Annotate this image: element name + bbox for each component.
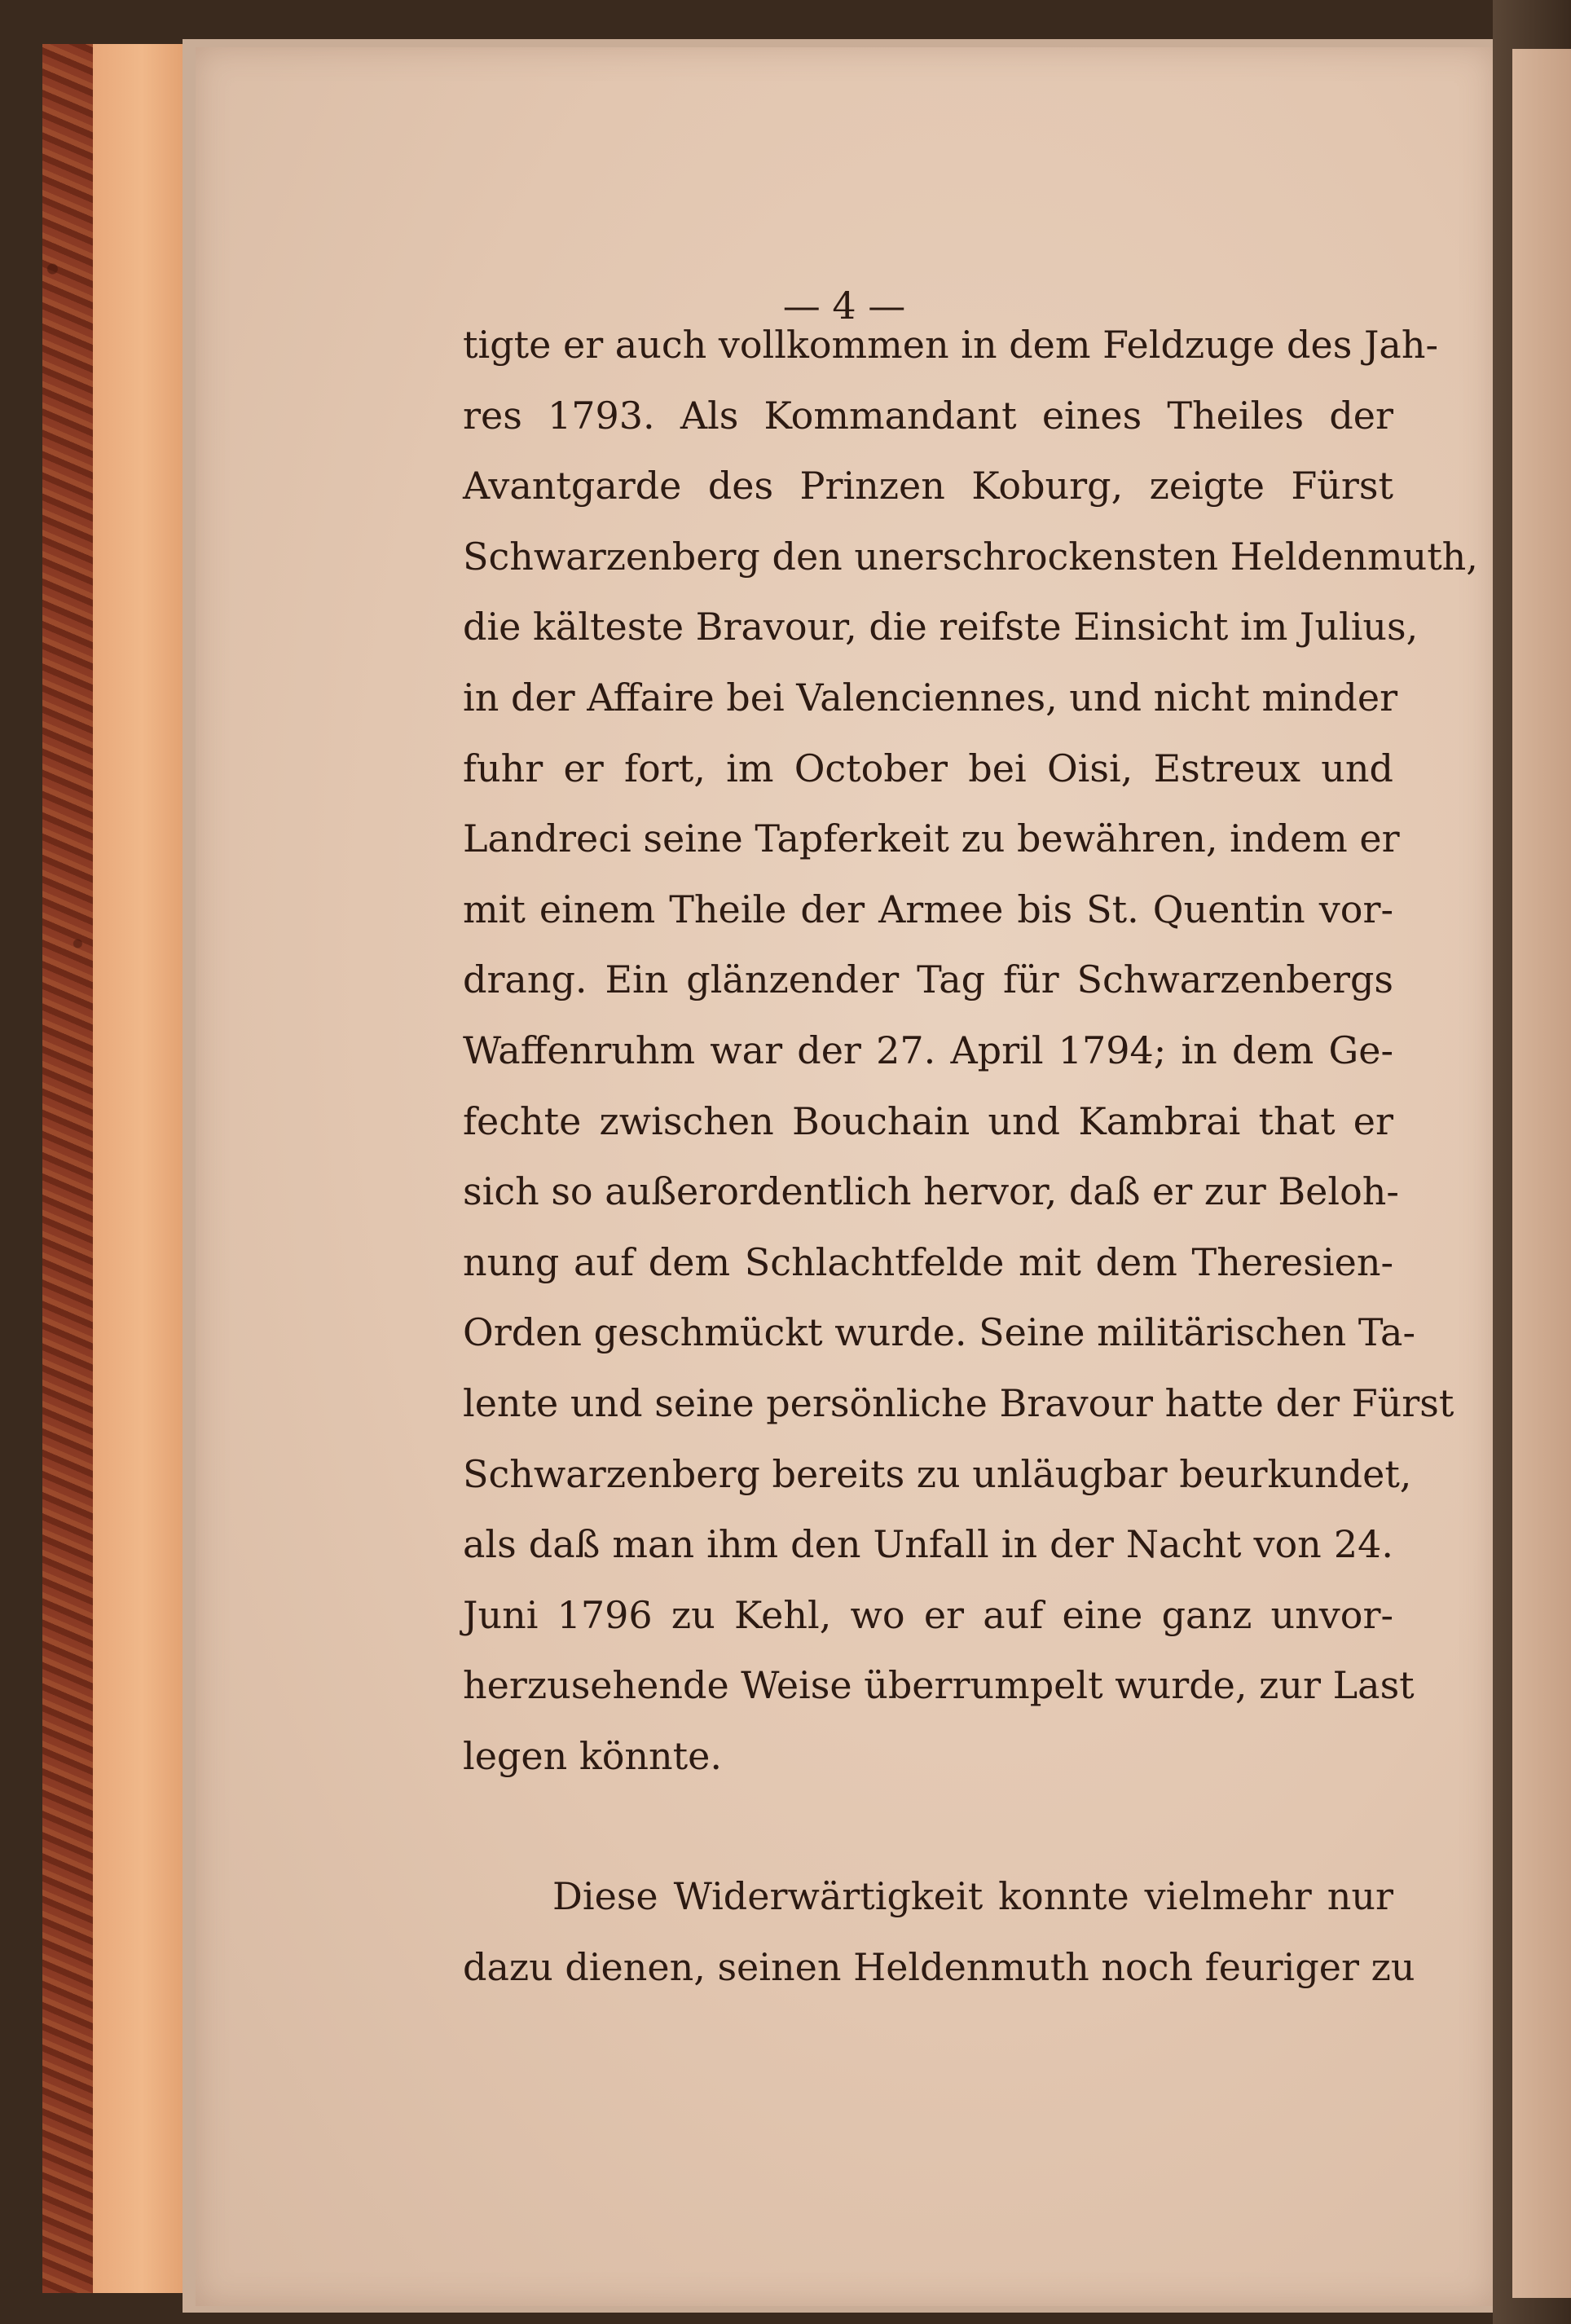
book-binding: [42, 44, 95, 2293]
text-line: dazu dienen, seinen Heldenmuth noch feuriger zu: [463, 1945, 1415, 1990]
text-line: in der Affaire bei Valenciennes, und nicht minder: [463, 675, 1398, 720]
text-line: als daß man ihm den Unfall in der Nacht von 24.: [463, 1522, 1393, 1567]
text-line: mit einem Theile der Armee bis St. Quentin vor-: [463, 887, 1393, 931]
text-line: herzusehende Weise überrumpelt wurde, zur Last: [463, 1663, 1415, 1708]
paragraph-gap: [463, 1791, 1393, 1861]
text-line: Diese Widerwärtigkeit konnte vielmehr nur: [552, 1874, 1393, 1919]
text-line: nung auf dem Schlachtfelde mit dem Theresien-: [463, 1239, 1393, 1284]
endpaper: [93, 44, 183, 2293]
text-line: Avantgarde des Prinzen Koburg, zeigte Fürst: [463, 464, 1393, 508]
text-line: drang. Ein glänzender Tag für Schwarzenbergs: [463, 957, 1393, 1002]
text-line: Waffenruhm war der 27. April 1794; in dem Ge-: [463, 1028, 1393, 1072]
text-line: Schwarzenberg bereits zu unläugbar beurkundet,: [463, 1451, 1412, 1496]
text-line: res 1793. Als Kommandant eines Theiles der: [463, 393, 1393, 438]
text-line: legen könnte.: [463, 1733, 723, 1778]
text-line: Schwarzenberg den unerschrockensten Heldenmuth,: [463, 534, 1478, 579]
text-line: fuhr er fort, im October bei Oisi, Estreux und: [463, 746, 1393, 790]
text-line: tigte er auch vollkommen in dem Feldzuge des Jah-: [463, 323, 1438, 367]
page-text: [463, 310, 1478, 2003]
text-line: Juni 1796 zu Kehl, wo er auf eine ganz unvor-: [463, 1592, 1393, 1637]
text-line: Orden geschmückt wurde. Seine militärischen Ta-: [463, 1310, 1416, 1355]
text-line: lente und seine persönliche Bravour hatte der Fürst: [463, 1380, 1454, 1425]
text-line: sich so außerordentlich hervor, daß er zur Beloh-: [463, 1169, 1399, 1214]
text-line: fechte zwischen Bouchain und Kambrai that er: [463, 1098, 1393, 1143]
next-page-edge: [1512, 49, 1571, 2298]
page-number: — 4 —: [782, 284, 906, 328]
text-line: Landreci seine Tapferkeit zu bewähren, indem er: [463, 816, 1400, 861]
text-line: die kälteste Bravour, die reifste Einsicht im Julius,: [463, 605, 1419, 649]
